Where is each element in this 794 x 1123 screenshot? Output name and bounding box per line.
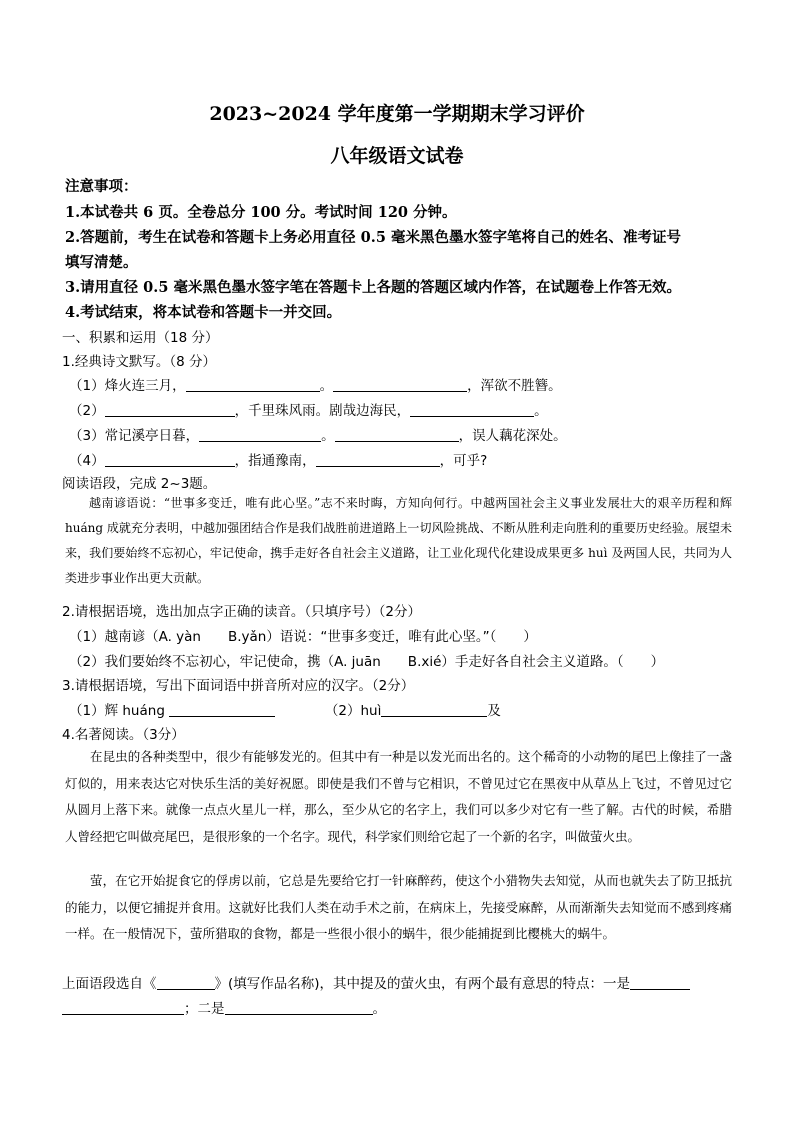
q4-question-line-1: 上面语段选自《 》(填写作品名称)，其中提及的萤火虫，有两个最有意思的特点：一是 (62, 972, 690, 992)
answer-blank[interactable] (316, 453, 440, 467)
question-3-stem: 3.请根据语境，写出下面词语中拼音所对应的汉字。（2分） (62, 678, 415, 694)
answer-blank[interactable] (333, 378, 467, 392)
q1-line-4: （4） ，指通豫南， ，可乎? (69, 453, 488, 469)
answer-blank[interactable] (169, 703, 275, 717)
q1-line-2: （2） ，千里珠风雨。剧哉边海民， 。 (69, 403, 548, 419)
notice-item-3: 3.请用直径 0.5 毫米黑色墨水签字笔在答题卡上各题的答题区域内作答，在试题卷上作答无效。 (65, 279, 681, 296)
answer-blank[interactable] (225, 1001, 373, 1015)
answer-blank[interactable] (199, 428, 321, 442)
notice-item-2-cont: 填写清楚。 (65, 254, 138, 271)
answer-blank[interactable] (105, 453, 235, 467)
q2-item-1: （1）越南谚（A. yàn B.yǎn）语说：“世事多变迁，唯有此心坚。”（ ） (69, 629, 537, 645)
notice-heading: 注意事项： (65, 178, 138, 195)
answer-blank[interactable] (157, 976, 215, 990)
answer-blank[interactable] (62, 1001, 184, 1015)
answer-blank[interactable] (381, 703, 487, 717)
q1-line-3: （3）常记溪亭日暮， 。 ，误人藕花深处。 (69, 428, 567, 444)
q3-items: （1）辉 huáng （2）huì 及 (69, 703, 501, 719)
notice-item-1: 1.本试卷共 6 页。全卷总分 100 分。考试时间 120 分钟。 (65, 204, 457, 221)
reading-passage: 越南谚语说：“世事多变迁，唯有此心坚。”志不来时晦，方知向何行。中越两国社会主义事业发展壮大的艰辛历程和辉 huáng 成就充分表明，中越加强团结合作是我们战胜前进道路上一切风险挑战、不断从胜利走向胜利的重要历史经验。展望未来，我们要始终不忘初心，牢记使命，携手走好各自社会主义道路，让工业化现代化建设成果更多 huì 及两国人民，共同为人类进步事业作出更大贡献。 (65, 496, 732, 585)
exam-title: 2023~2024 学年度第一学期期末学习评价 (209, 103, 585, 125)
q4-passage-1: 在昆虫的各种类型中，很少有能够发光的。但其中有一种是以发光而出名的。这个稀奇的小动物的尾巴上像挂了一盏灯似的，用来表达它对快乐生活的美好祝愿。即使是我们不曾与它相识，不曾见过它在黑夜中从草丛上飞过，不曾见过它从圆月上落下来。就像一点点火星儿一样，那么，至少从它的名字上，我们可以多少对它有一些了解。古代的时候，希腊人曾经把它叫做亮尾巴，是很形象的一个名字。现代，科学家们则给它起了一个新的名字，叫做萤火虫。 (65, 749, 732, 844)
q4-question-line-2: ；二是 。 (62, 997, 386, 1017)
q1-line-1: （1）烽火连三月， 。 ，浑欲不胜簪。 (69, 378, 562, 394)
section-heading: 一、积累和运用（18 分） (62, 330, 219, 346)
answer-blank[interactable] (335, 428, 459, 442)
q2-item-2: （2）我们要始终不忘初心，牢记使命，携（A. juān B.xié）手走好各自社会主义道路。（ ） (69, 654, 665, 670)
exam-subtitle: 八年级语文试卷 (330, 145, 464, 167)
question-2-stem: 2.请根据语境，选出加点字正确的读音。（只填序号）（2分） (62, 604, 421, 620)
question-1-stem: 1.经典诗文默写。（8 分） (62, 354, 217, 370)
answer-blank[interactable] (410, 403, 534, 417)
notice-item-2: 2.答题前，考生在试卷和答题卡上务必用直径 0.5 毫米黑色墨水签字笔将自己的姓名、准考证号 (65, 229, 681, 246)
answer-blank[interactable] (105, 403, 235, 417)
question-4-stem: 4.名著阅读。（3分） (62, 727, 185, 743)
notice-item-4: 4.考试结束，将本试卷和答题卡一并交回。 (65, 304, 342, 321)
reading-intro: 阅读语段，完成 2~3题。 (62, 476, 217, 492)
answer-blank[interactable] (186, 378, 320, 392)
q4-passage-2: 萤，在它开始捉食它的俘虏以前，它总是先要给它打一针麻醉药，使这个小猎物失去知觉，从而也就失去了防卫抵抗的能力，以便它捕捉并食用。这就好比我们人类在动手术之前，在病床上，先接受麻醉，从而渐渐失去知觉而不感到疼痛一样。在一般情况下，萤所猎取的食物，都是一些很小很小的蜗牛，很少能捕捉到比樱桃大的蜗牛。 (65, 873, 732, 941)
answer-blank[interactable] (630, 976, 690, 990)
